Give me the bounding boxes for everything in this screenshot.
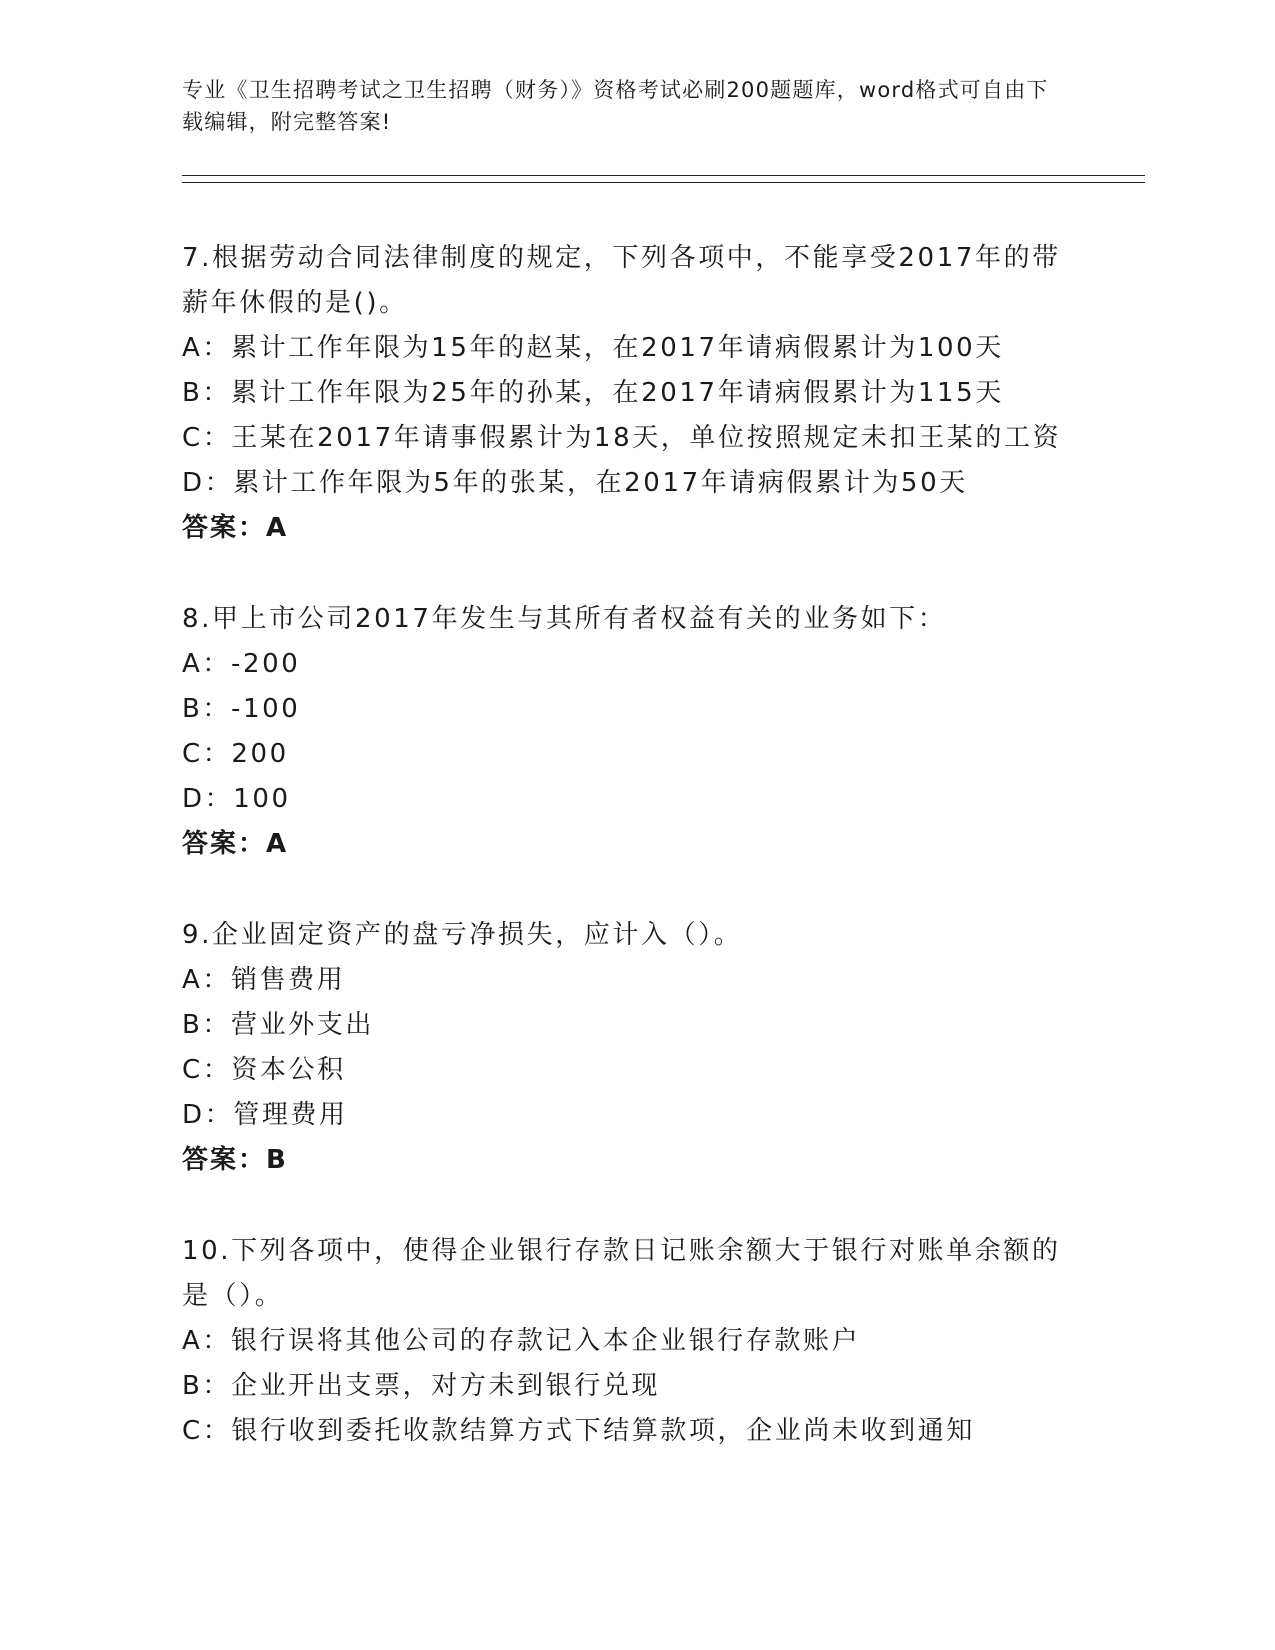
answer-label: 答案：A bbox=[182, 513, 289, 543]
question-8 bbox=[182, 597, 1062, 867]
header-divider-bottom bbox=[182, 182, 1145, 183]
option-c: C：王某在2017年请事假累计为18天，单位按照规定未扣王某的工资 bbox=[182, 423, 1062, 453]
question-7 bbox=[182, 236, 1062, 551]
header-divider-top bbox=[182, 175, 1145, 176]
option-a: A：累计工作年限为15年的赵某，在2017年请病假累计为100天 bbox=[182, 333, 1004, 363]
option-a: A：-200 bbox=[182, 649, 301, 679]
question-10 bbox=[182, 1229, 1062, 1454]
option-b: B：企业开出支票，对方未到银行兑现 bbox=[182, 1371, 661, 1401]
option-d: D：累计工作年限为5年的张某，在2017年请病假累计为50天 bbox=[182, 468, 968, 498]
option-b: B：累计工作年限为25年的孙某，在2017年请病假累计为115天 bbox=[182, 378, 1004, 408]
question-stem: 8.甲上市公司2017年发生与其所有者权益有关的业务如下： bbox=[182, 604, 947, 634]
header-intro: 专业《卫生招聘考试之卫生招聘（财务）》资格考试必刷200题题库，word格式可自由下载编辑，附完整答案! bbox=[182, 78, 1049, 134]
question-stem: 9.企业固定资产的盘亏净损失，应计入（）。 bbox=[182, 920, 743, 950]
option-a: A：销售费用 bbox=[182, 965, 346, 995]
question-stem: 7.根据劳动合同法律制度的规定，下列各项中，不能享受2017年的带薪年休假的是()。 bbox=[182, 243, 1061, 318]
answer-label: 答案：A bbox=[182, 829, 289, 859]
answer-label: 答案：B bbox=[182, 1145, 288, 1175]
option-a: A：银行误将其他公司的存款记入本企业银行存款账户 bbox=[182, 1326, 861, 1356]
option-c: C：银行收到委托收款结算方式下结算款项，企业尚未收到通知 bbox=[182, 1416, 975, 1446]
option-c: C：200 bbox=[182, 739, 289, 769]
option-d: D：100 bbox=[182, 784, 291, 814]
question-list bbox=[182, 236, 1062, 1500]
question-stem: 10.下列各项中，使得企业银行存款日记账余额大于银行对账单余额的是（）。 bbox=[182, 1236, 1061, 1311]
document-header bbox=[182, 74, 1062, 138]
option-c: C：资本公积 bbox=[182, 1055, 346, 1085]
question-9 bbox=[182, 913, 1062, 1183]
option-b: B：营业外支出 bbox=[182, 1010, 375, 1040]
option-d: D：管理费用 bbox=[182, 1100, 348, 1130]
option-b: B：-100 bbox=[182, 694, 301, 724]
